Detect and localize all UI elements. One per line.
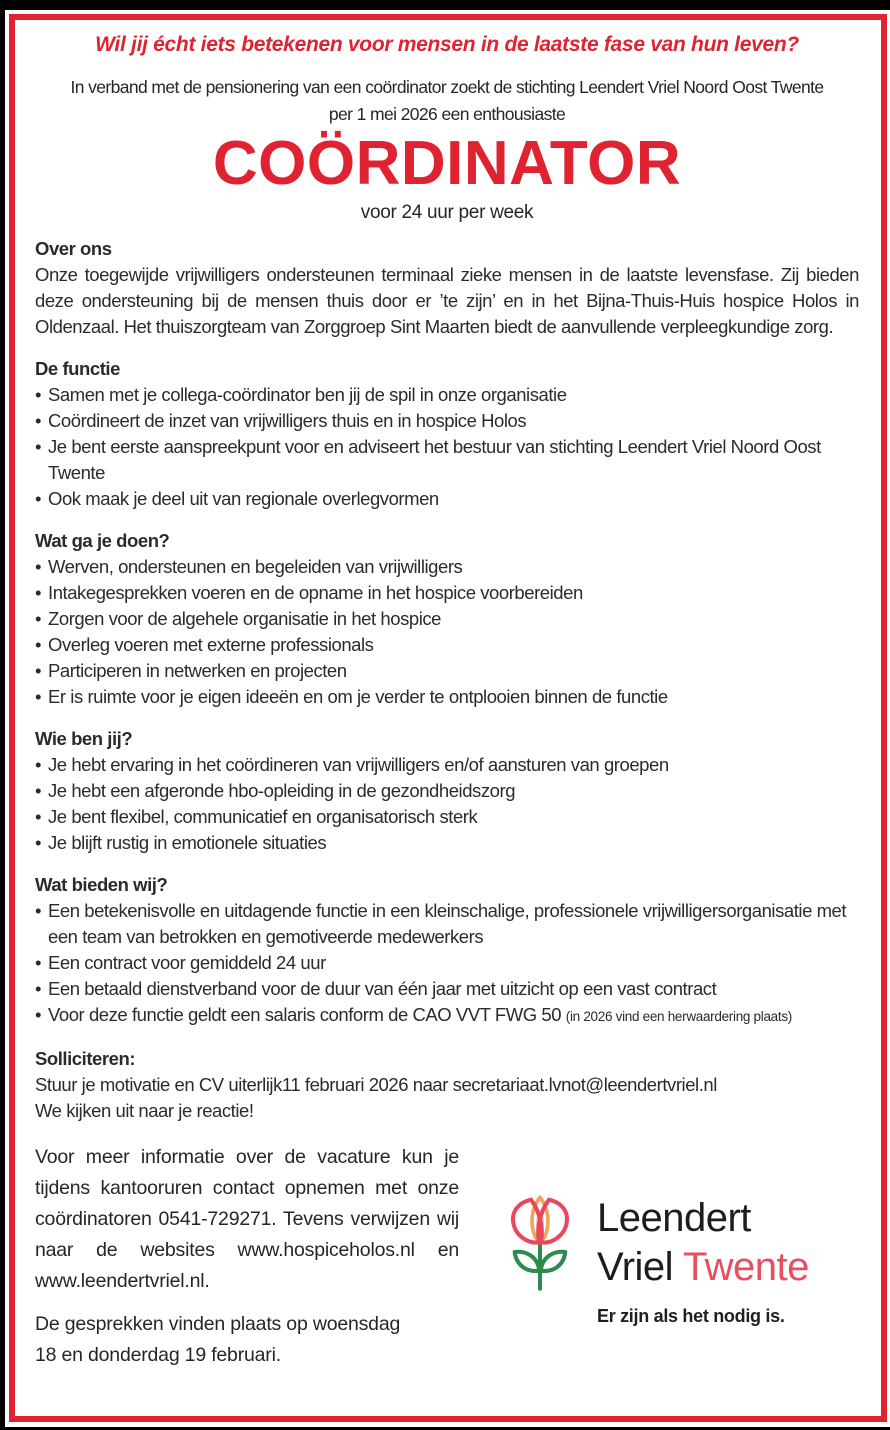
- bullet-text: Een contract voor gemiddeld 24 uur: [48, 952, 326, 973]
- bullet-marker: •: [35, 410, 42, 431]
- footer-logo-column: [459, 1142, 859, 1371]
- bullet-text: Er is ruimte voor je eigen ideeën en om je verder te ontplooien binnen de functie: [48, 686, 668, 707]
- list-item: [35, 580, 859, 606]
- logo-line-2-black: Vriel: [597, 1245, 683, 1289]
- red-border-frame: [9, 14, 887, 1422]
- bullet-text: Ook maak je deel uit van regionale overlegvormen: [48, 488, 439, 509]
- salary-note: (in 2026 vind een herwaardering plaats): [565, 1009, 792, 1024]
- list-item: [35, 658, 859, 684]
- list-item: [35, 554, 859, 580]
- list-item: [35, 684, 859, 710]
- bullet-text: Je hebt ervaring in het coördineren van vrijwilligers en/of aansturen van groepen: [48, 754, 669, 775]
- section-wat-bieden-wij: [35, 872, 859, 1030]
- section-heading: Solliciteren:: [35, 1048, 136, 1069]
- logo-tagline: Er zijn als het nodig is.: [597, 1306, 785, 1326]
- bullet-marker: •: [35, 608, 42, 629]
- bullet-marker: •: [35, 780, 42, 801]
- dates-line-1: De gesprekken vinden plaats op woensdag: [35, 1313, 401, 1335]
- list-item: [35, 752, 859, 778]
- bullet-marker: •: [35, 806, 42, 827]
- bullet-text: Participeren in netwerken en projecten: [48, 660, 347, 681]
- footer-contact-column: [35, 1142, 459, 1371]
- apply-line-1: Stuur je motivatie en CV uiterlijk11 februari 2026 naar secretariaat.lvnot@leendertvriel.nl: [35, 1074, 717, 1095]
- bullet-text: [48, 1002, 859, 1030]
- bullet-marker: •: [35, 488, 42, 509]
- section-wat-ga-je-doen: [35, 528, 859, 710]
- bullet-text: Samen met je collega-coördinator ben jij de spil in onze organisatie: [48, 384, 567, 405]
- intro-line-1: In verband met de pensionering van een coördinator zoekt de stichting Leendert Vriel Noord Oost Twente: [70, 77, 824, 97]
- header-question: Wil jij écht iets betekenen voor mensen in de laatste fase van hun leven?: [95, 33, 799, 56]
- section-heading: Wat ga je doen?: [35, 530, 170, 551]
- section-wie-ben-jij: [35, 726, 859, 856]
- logo-line-1: Leendert: [597, 1196, 751, 1240]
- intro-line-2: per 1 mei 2026 een enthousiaste: [328, 104, 566, 124]
- footer: [35, 1142, 859, 1371]
- apply-line-2: We kijken uit naar je reactie!: [35, 1100, 254, 1121]
- section-heading: Wie ben jij?: [35, 728, 133, 749]
- bullet-text: Coördineert de inzet van vrijwilligers thuis en in hospice Holos: [48, 410, 527, 431]
- bullet-marker: •: [35, 384, 42, 405]
- bullet-text: Overleg voeren met externe professionals: [48, 634, 374, 655]
- bullet-marker: •: [35, 686, 42, 707]
- interview-dates: [35, 1309, 459, 1371]
- bullet-text: Je bent eerste aanspreekpunt voor en adviseert het bestuur van stichting Leendert Vriel Noord Oost Twente: [48, 436, 821, 483]
- advert-page: [5, 10, 890, 1427]
- list-item: [35, 778, 859, 804]
- bullet-marker: •: [35, 754, 42, 775]
- bullet-marker: •: [35, 634, 42, 655]
- page-subtitle: voor 24 uur per week: [360, 202, 534, 223]
- bullet-marker: •: [35, 1004, 42, 1025]
- bullet-marker: •: [35, 660, 42, 681]
- advert-content: [21, 26, 875, 1410]
- section-over-ons: [35, 236, 859, 340]
- list-item: [35, 898, 859, 950]
- bullet-marker: •: [35, 978, 42, 999]
- bullet-text: Je hebt een afgeronde hbo-opleiding in de gezondheidszorg: [48, 780, 516, 801]
- bullet-marker: •: [35, 436, 42, 457]
- list-item: [35, 382, 859, 408]
- list-item: [35, 830, 859, 856]
- list-item: [35, 434, 859, 486]
- logo-line-2: [597, 1243, 809, 1292]
- sections: [35, 236, 859, 1124]
- bullet-marker: •: [35, 556, 42, 577]
- bullet-text: Je blijft rustig in emotionele situaties: [48, 832, 327, 853]
- list-item-salary: [35, 1002, 859, 1030]
- page-title: COÖRDINATOR: [212, 129, 682, 198]
- salary-text: Voor deze functie geldt een salaris conform de CAO VVT FWG 50: [48, 1004, 566, 1025]
- bullet-text: Werven, ondersteunen en begeleiden van vrijwilligers: [48, 556, 463, 577]
- logo-wordmark: [597, 1194, 809, 1292]
- list-item: [35, 804, 859, 830]
- section-heading: De functie: [35, 358, 120, 379]
- bullet-text: Je bent flexibel, communicatief en organisatorisch sterk: [48, 806, 478, 827]
- dates-line-2: 18 en donderdag 19 februari.: [35, 1344, 281, 1366]
- logo: [503, 1194, 859, 1292]
- section-heading: Wat bieden wij?: [35, 874, 168, 895]
- bullet-text: Intakegesprekken voeren en de opname in het hospice voorbereiden: [48, 582, 583, 603]
- tulip-icon: [503, 1194, 577, 1292]
- bullet-text: Zorgen voor de algehele organisatie in het hospice: [48, 608, 442, 629]
- list-item: [35, 632, 859, 658]
- list-item: [35, 486, 859, 512]
- logo-line-2-accent: Twente: [682, 1245, 809, 1289]
- section-solliciteren: [35, 1046, 859, 1124]
- section-heading: Over ons: [35, 238, 112, 259]
- list-item: [35, 408, 859, 434]
- section-de-functie: [35, 356, 859, 512]
- intro-paragraph: [35, 74, 859, 128]
- bullet-marker: •: [35, 832, 42, 853]
- bullet-marker: •: [35, 900, 42, 921]
- list-item: [35, 950, 859, 976]
- bullet-marker: •: [35, 952, 42, 973]
- section-text: Onze toegewijde vrijwilligers ondersteunen terminaal zieke mensen in de laatste levensfase. Zij bieden deze ondersteuning bij de mensen thuis door er ’te zijn’ en in het Bijna-Thuis-Huis hospice Holos in Oldenzaal. Het thuiszorgteam van Zorggroep Sint Maarten biedt de aanvullende verpleegkundige zorg.: [35, 264, 859, 337]
- list-item: [35, 976, 859, 1002]
- bullet-text: Een betekenisvolle en uitdagende functie in een kleinschalige, professionele vrijwilligersorganisatie met een team van betrokken en gemotiveerde medewerkers: [48, 900, 847, 947]
- list-item: [35, 606, 859, 632]
- bullet-text: Een betaald dienstverband voor de duur van één jaar met uitzicht op een vast contract: [48, 978, 717, 999]
- contact-info-text: Voor meer informatie over de vacature kun je tijdens kantooruren contact opnemen met onze coördinatoren 0541-729271. Tevens verwijzen wij naar de websites www.hospiceholos.nl en www.leendertvriel.nl.: [35, 1146, 459, 1292]
- bullet-marker: •: [35, 582, 42, 603]
